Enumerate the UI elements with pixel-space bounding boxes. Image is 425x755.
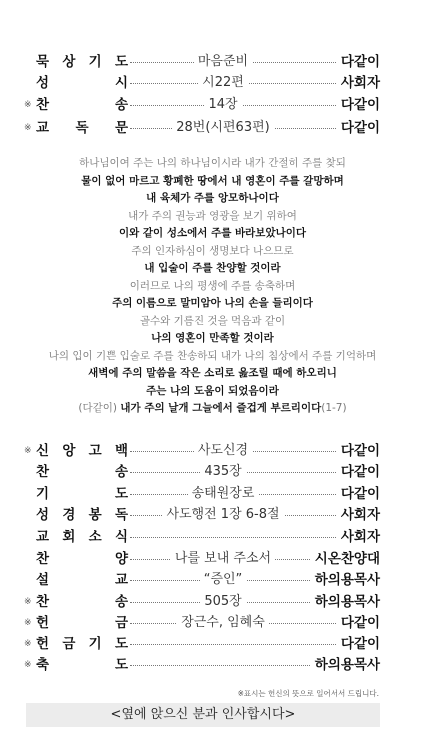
item-label-char: 송 xyxy=(114,464,128,480)
item-label xyxy=(36,570,128,590)
item-leader: 다같이 xyxy=(337,634,380,654)
top-item-row xyxy=(26,95,380,115)
top-item-row xyxy=(26,52,380,72)
item-detail xyxy=(138,73,308,93)
item-detail xyxy=(138,613,308,633)
item-leader: 다같이 xyxy=(337,462,380,482)
item-label-char: 기 xyxy=(88,54,102,70)
item-label-char: 송 xyxy=(114,97,128,113)
item-detail-text: 마음준비 xyxy=(194,54,252,69)
psalm-line xyxy=(20,330,405,346)
item-label-char: 도 xyxy=(114,636,128,652)
item-label-char: 상 xyxy=(62,54,76,70)
item-label-char: 기 xyxy=(88,636,102,652)
item-label xyxy=(36,527,128,547)
item-label-char: 고 xyxy=(88,443,102,459)
psalm-line xyxy=(20,173,405,189)
item-label-char: 성 xyxy=(36,75,50,91)
item-label xyxy=(36,634,128,654)
psalm-line-text: 이러므로 나의 평생에 주를 송축하며 xyxy=(129,279,296,292)
item-detail-text: 시22편 xyxy=(198,75,248,90)
psalm-line-text: 내가 주의 권능과 영광을 보기 위하여 xyxy=(128,209,297,222)
item-detail xyxy=(138,505,308,525)
dotted-leader xyxy=(130,644,356,645)
bottom-item-row xyxy=(26,655,380,675)
psalm-final-text: 내가 주의 날개 그늘에서 즐겁게 부르리이다 xyxy=(120,402,322,414)
psalm-line xyxy=(20,295,405,311)
psalm-final-suffix: (1-7) xyxy=(321,402,347,414)
item-label-char: 경 xyxy=(62,507,76,523)
item-detail xyxy=(138,484,308,504)
bottom-item-row xyxy=(26,549,380,569)
top-item-row xyxy=(26,118,380,138)
psalm-line xyxy=(20,348,405,364)
item-detail-text: 사도신경 xyxy=(194,443,252,458)
bottom-item-row xyxy=(26,613,380,633)
psalm-line xyxy=(20,208,405,224)
psalm-line xyxy=(20,313,405,329)
item-label-char: 문 xyxy=(114,120,128,136)
standing-mark: ※ xyxy=(24,446,32,456)
standing-note: ※표시는 헌신의 뜻으로 일어서서 드립니다. xyxy=(237,689,379,698)
standing-mark: ※ xyxy=(24,618,32,628)
greeting-banner: <옆에 앉으신 분과 인사합시다> xyxy=(26,703,380,727)
item-leader: 사회자 xyxy=(337,505,380,525)
bottom-item-row xyxy=(26,570,380,590)
item-detail xyxy=(138,592,308,612)
psalm-line xyxy=(20,243,405,259)
item-label xyxy=(36,95,128,115)
bottom-item-row xyxy=(26,484,380,504)
item-label-char: 시 xyxy=(114,75,128,91)
standing-mark: ※ xyxy=(24,660,32,670)
item-leader: 다같이 xyxy=(337,95,380,115)
item-label xyxy=(36,549,128,569)
bottom-item-row xyxy=(26,527,380,547)
item-label xyxy=(36,484,128,504)
item-detail-text: 435장 xyxy=(200,464,245,479)
item-detail xyxy=(138,570,308,590)
item-detail-text: 사도행전 1장 6-8절 xyxy=(162,507,283,522)
item-label xyxy=(36,462,128,482)
item-detail xyxy=(138,52,308,72)
item-leader: 다같이 xyxy=(337,613,380,633)
item-detail-text: 나를 보내 주소서 xyxy=(171,551,275,566)
item-label-char: 설 xyxy=(36,572,50,588)
bottom-item-row xyxy=(26,634,380,654)
standing-mark: ※ xyxy=(24,100,32,110)
item-leader: 하의용목사 xyxy=(311,655,380,675)
psalm-line xyxy=(20,278,405,294)
item-label-char: 찬 xyxy=(36,97,50,113)
dotted-leader xyxy=(130,537,356,538)
psalm-line-text: 이와 같이 성소에서 주를 바라보았나이다 xyxy=(118,227,307,239)
item-label-char: 찬 xyxy=(36,464,50,480)
item-label-char: 독 xyxy=(75,120,89,136)
item-label-char: 찬 xyxy=(36,594,50,610)
psalm-line-text: 하나님이여 주는 나의 하나님이시라 내가 간절히 주를 찾되 xyxy=(79,157,346,169)
item-detail xyxy=(138,549,308,569)
psalm-line-text: 새벽에 주의 말씀을 작은 소리로 읊조릴 때에 하오리니 xyxy=(88,367,337,379)
item-label-char: 도 xyxy=(114,657,128,673)
item-label-char: 송 xyxy=(114,594,128,610)
item-label-char: 도 xyxy=(114,54,128,70)
item-label-char: 헌 xyxy=(36,615,50,631)
psalm-line-text: 내 입술이 주를 찬양할 것이라 xyxy=(144,262,281,274)
psalm-line-text: 나의 입이 기쁜 입술로 주를 찬송하되 내가 나의 침상에서 주를 기억하며 xyxy=(48,349,377,362)
item-label xyxy=(36,655,128,675)
top-item-row xyxy=(26,73,380,93)
item-leader: 다같이 xyxy=(337,52,380,72)
psalm-line xyxy=(20,260,405,276)
psalm-line xyxy=(20,225,405,241)
item-label xyxy=(36,505,128,525)
item-label-char: 묵 xyxy=(36,54,50,70)
psalm-line-text: 주의 인자하심이 생명보다 나으므로 xyxy=(131,244,294,257)
item-label xyxy=(36,52,128,72)
item-label-char: 백 xyxy=(114,443,128,459)
bottom-item-row xyxy=(26,462,380,482)
item-label-char: 기 xyxy=(36,486,50,502)
standing-mark: ※ xyxy=(24,639,32,649)
item-label xyxy=(36,592,128,612)
item-detail xyxy=(138,95,308,115)
psalm-line xyxy=(20,383,405,399)
psalm-line-text: 주의 이름으로 말미암아 나의 손을 들리이다 xyxy=(112,297,313,309)
item-leader: 하의용목사 xyxy=(311,570,380,590)
psalm-line xyxy=(20,190,405,206)
item-leader: 사회자 xyxy=(337,73,380,93)
item-label-char: 교 xyxy=(36,529,50,545)
item-label-char: 양 xyxy=(114,551,128,567)
item-detail-text: 28번(시편63편) xyxy=(172,120,273,135)
psalm-line-text: 물이 없어 마르고 황폐한 땅에서 내 영혼이 주를 갈망하며 xyxy=(81,174,344,187)
bottom-item-row xyxy=(26,505,380,525)
item-detail xyxy=(138,462,308,482)
item-label-char: 금 xyxy=(62,636,76,652)
psalm-line-text: 주는 나의 도움이 되었음이라 xyxy=(146,384,279,397)
item-label-char: 헌 xyxy=(36,636,50,652)
item-detail-text: 14장 xyxy=(204,97,241,112)
bottom-item-row xyxy=(26,592,380,612)
psalm-line-text: 내 육체가 주를 앙모하나이다 xyxy=(146,192,279,204)
psalm-line xyxy=(20,365,405,381)
item-label xyxy=(36,441,128,461)
item-label-char: 찬 xyxy=(36,551,50,567)
item-detail-text: 505장 xyxy=(200,594,245,609)
item-label-char: 교 xyxy=(114,572,128,588)
item-leader: 하의용목사 xyxy=(311,592,380,612)
item-label-char: 회 xyxy=(62,529,76,545)
item-label-char: 봉 xyxy=(88,507,102,523)
item-leader: 다같이 xyxy=(337,484,380,504)
item-leader: 다같이 xyxy=(337,118,380,138)
item-label-char: 교 xyxy=(36,120,50,136)
item-label-char: 독 xyxy=(114,507,128,523)
standing-mark: ※ xyxy=(24,597,32,607)
bottom-item-row xyxy=(26,441,380,461)
item-label-char: 도 xyxy=(114,486,128,502)
item-label-char: 축 xyxy=(36,657,50,673)
psalm-line-final xyxy=(20,400,405,416)
item-detail-text: 송태원장로 xyxy=(188,486,259,501)
item-label-char: 성 xyxy=(36,507,50,523)
item-detail-text: “증인” xyxy=(200,572,247,587)
item-label-char: 신 xyxy=(36,443,50,459)
item-label xyxy=(36,613,128,633)
item-label-char: 앙 xyxy=(62,443,76,459)
item-leader: 시온찬양대 xyxy=(311,549,380,569)
psalm-line-text: 나의 영혼이 만족할 것이라 xyxy=(151,332,274,344)
standing-mark: ※ xyxy=(24,123,32,133)
item-label xyxy=(36,73,128,93)
item-detail xyxy=(138,441,308,461)
item-label-char: 소 xyxy=(88,529,102,545)
psalm-line xyxy=(20,155,405,171)
item-label-char: 식 xyxy=(114,529,128,545)
item-leader: 다같이 xyxy=(337,441,380,461)
item-label-char: 금 xyxy=(114,615,128,631)
item-leader: 사회자 xyxy=(337,527,380,547)
item-detail-text: 장근수, 임혜숙 xyxy=(177,615,269,630)
psalm-final-prefix: (다같이) xyxy=(78,402,121,414)
item-detail xyxy=(138,118,308,138)
psalm-line-text: 골수와 기름진 것을 먹음과 같이 xyxy=(139,314,286,327)
item-label xyxy=(36,118,128,138)
